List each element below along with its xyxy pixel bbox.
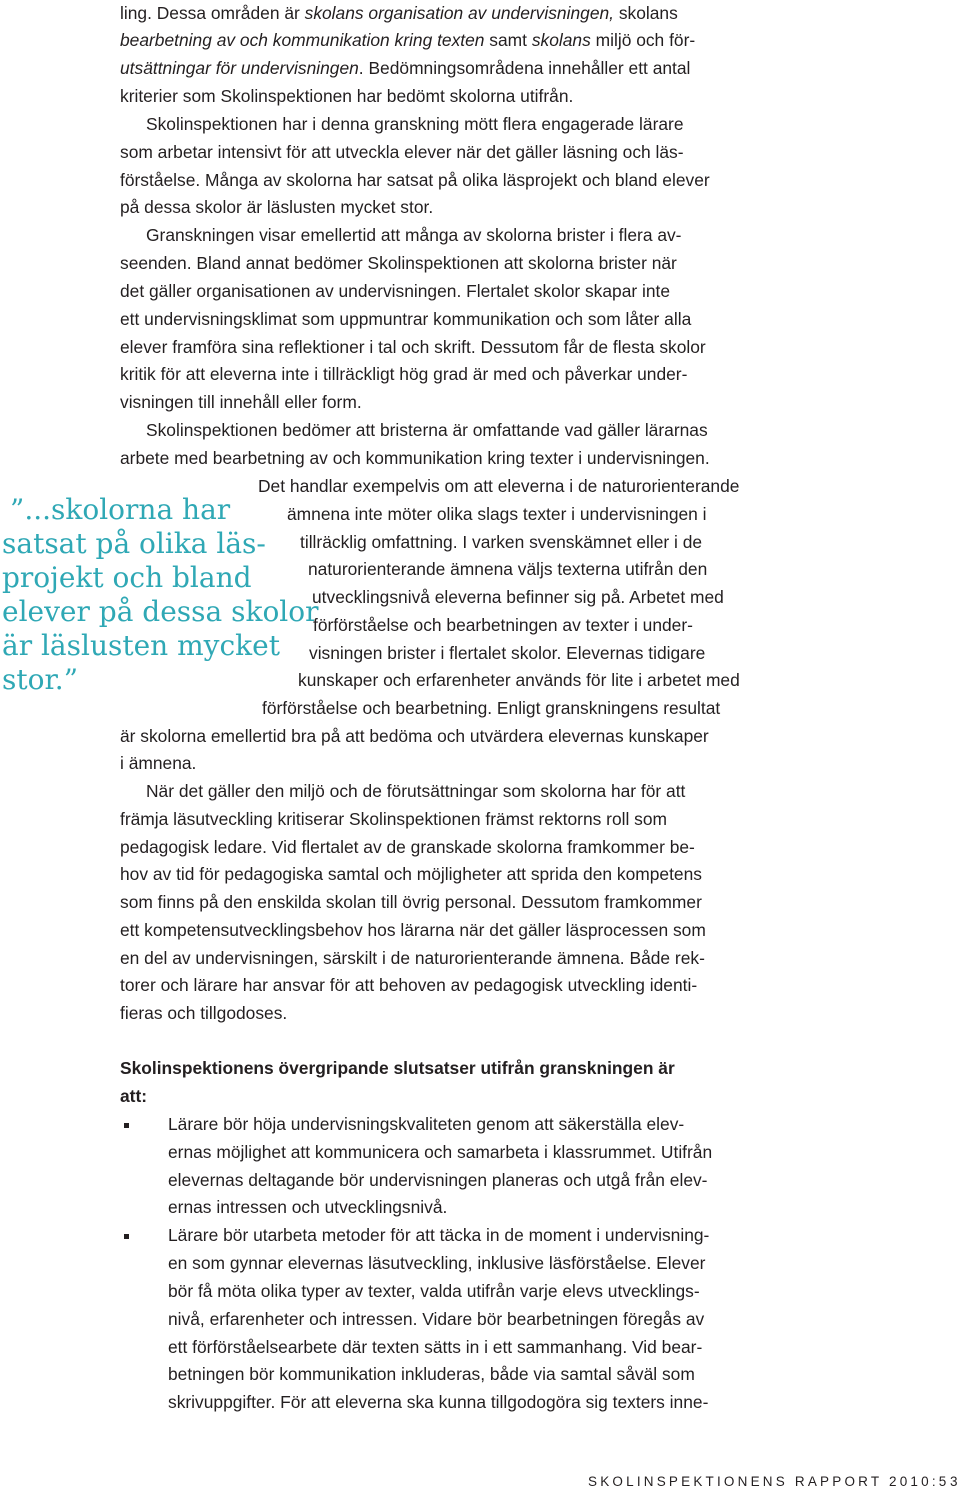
bullet-line: Lärare bör utarbeta metoder för att täcka in de moment i undervisning- <box>168 1225 710 1245</box>
para3-line: visningen till innehåll eller form. <box>120 392 362 412</box>
para5-line: som finns på den enskilda skolan till övrig personal. Dessutom framkommer <box>120 892 702 912</box>
page-number: 3 <box>950 1474 958 1489</box>
para1-line-4: kriterier som Skolinspektionen har bedömt skolorna utifrån. <box>120 86 574 106</box>
para2-line: förståelse. Många av skolorna har satsat på olika läsprojekt och bland elever <box>120 170 710 190</box>
bullet-line: en som gynnar elevernas läsutveckling, inklusive läsförståelse. Elever <box>168 1253 706 1273</box>
para2-line: som arbetar intensivt för att utveckla elever när det gäller läsning och läs- <box>120 142 684 162</box>
para5-line: främja läsutveckling kritiserar Skolinspektionen främst rektorns roll som <box>120 809 668 829</box>
bullet-line: skrivuppgifter. För att eleverna ska kunna tillgodogöra sig texters inne- <box>168 1392 709 1412</box>
para1-line-3: utsättningar för undervisningen. Bedömningsområdena innehåller ett antal <box>120 58 691 78</box>
para5-line: en del av undervisningen, särskilt i de naturorienterande ämnena. Både rek- <box>120 948 705 968</box>
para4-line: i ämnena. <box>120 753 197 773</box>
para4-line: Skolinspektionen bedömer att bristerna är omfattande vad gäller lärarnas <box>146 420 708 440</box>
pull-quote-line: satsat på olika läs- <box>2 527 266 560</box>
bullet-line: elevernas deltagande bör undervisningen planeras och utgå från elev- <box>168 1170 708 1190</box>
para5-line: När det gäller den miljö och de förutsättningar som skolorna har för att <box>146 781 686 801</box>
para4-line: Det handlar exempelvis om att eleverna i de naturorienterande <box>258 476 740 496</box>
para3-line: ett undervisningsklimat som uppmuntrar kommunikation och som låter alla <box>120 309 692 329</box>
para4-line: ämnena inte möter olika slags texter i undervisningen i <box>287 504 707 524</box>
para2-line: Skolinspektionen har i denna granskning mött flera engagerade lärare <box>146 114 684 134</box>
conclusions-heading: att: <box>120 1086 148 1106</box>
para3-line: Granskningen visar emellertid att många av skolorna brister i flera av- <box>146 225 682 245</box>
pull-quote-line: ”...skolorna har <box>10 493 231 526</box>
para4-line: arbete med bearbetning av och kommunikation kring texter i undervisningen. <box>120 448 710 468</box>
para5-line: fieras och tillgodoses. <box>120 1003 288 1023</box>
pull-quote-line: elever på dessa skolor <box>2 595 319 628</box>
para4-line: visningen brister i flertalet skolor. Elevernas tidigare <box>309 643 706 663</box>
para5-line: hov av tid för pedagogiska samtal och möjligheter att sprida den kompetens <box>120 864 702 884</box>
body-line <box>120 55 690 83</box>
conclusions-heading: Skolinspektionens övergripande slutsatser utifrån granskningen är <box>120 1058 675 1078</box>
bullet-line: betningen bör kommunikation inkluderas, både via samtal såväl som <box>168 1364 695 1384</box>
bullet-line: ernas möjlighet att kommunicera och samarbeta i klassrummet. Utifrån <box>168 1142 713 1162</box>
para4-line: förförståelse och bearbetning. Enligt granskningens resultat <box>262 698 721 718</box>
para3-line: kritik för att eleverna inte i tillräckligt hög grad är med och påverkar under- <box>120 364 688 384</box>
para4-line: utvecklingsnivå eleverna befinner sig på. Arbetet med <box>312 587 724 607</box>
bullet-line: ett förförståelsearbete där texten sätts in i ett sammanhang. Vid bear- <box>168 1337 703 1357</box>
bullet-line: Lärare bör höja undervisningskvaliteten genom att säkerställa elev- <box>168 1114 685 1134</box>
para1-line-1: ling. Dessa områden är skolans organisation av undervisningen, skolans <box>120 3 678 23</box>
para3-line: det gäller organisationen av undervisningen. Flertalet skolor skapar inte <box>120 281 671 301</box>
para4-line: naturorienterande ämnena väljs texterna utifrån den <box>308 559 708 579</box>
para3-line: elever framföra sina reflektioner i tal och skrift. Dessutom får de flesta skolor <box>120 337 706 357</box>
para4-line: kunskaper och erfarenheter används för lite i arbetet med <box>298 670 740 690</box>
para2-line: på dessa skolor är läslusten mycket stor. <box>120 197 434 217</box>
para1-line-2: bearbetning av och kommunikation kring texten samt skolans miljö och för- <box>120 30 696 50</box>
bullet-line: nivå, erfarenheter och intressen. Vidare bör bearbetningen föregås av <box>168 1309 705 1329</box>
para5-line: ett kompetensutvecklingsbehov hos lärarna när det gäller läsprocessen som <box>120 920 706 940</box>
body-line <box>120 27 695 55</box>
bullet-line: bör få möta olika typer av texter, valda utifrån varje elevs utvecklings- <box>168 1281 700 1301</box>
bullet-line: ernas intressen och utvecklingsnivå. <box>168 1197 448 1217</box>
para4-line: tillräcklig omfattning. I varken svenskämnet eller i de <box>300 532 703 552</box>
pull-quote-line: stor.” <box>2 663 79 696</box>
para3-line: seenden. Bland annat bedömer Skolinspektionen att skolorna brister när <box>120 253 677 273</box>
para4-line: förförståelse och bearbetningen av texter i under- <box>313 615 693 635</box>
pull-quote-line: är läslusten mycket <box>2 629 280 662</box>
bullet-marker <box>124 1123 129 1128</box>
para5-line: torer och lärare har ansvar för att behoven av pedagogisk utveckling identi- <box>120 975 698 995</box>
pull-quote-line: projekt och bland <box>2 561 252 594</box>
footer-publication: SKOLINSPEKTIONENS RAPPORT 2010:5 <box>588 1474 950 1489</box>
para4-line: är skolorna emellertid bra på att bedöma och utvärdera elevernas kunskaper <box>120 726 709 746</box>
body-line <box>120 0 678 28</box>
bullet-marker <box>124 1234 129 1239</box>
body-line <box>120 83 573 111</box>
para5-line: pedagogisk ledare. Vid flertalet av de granskade skolorna framkommer be- <box>120 837 695 857</box>
